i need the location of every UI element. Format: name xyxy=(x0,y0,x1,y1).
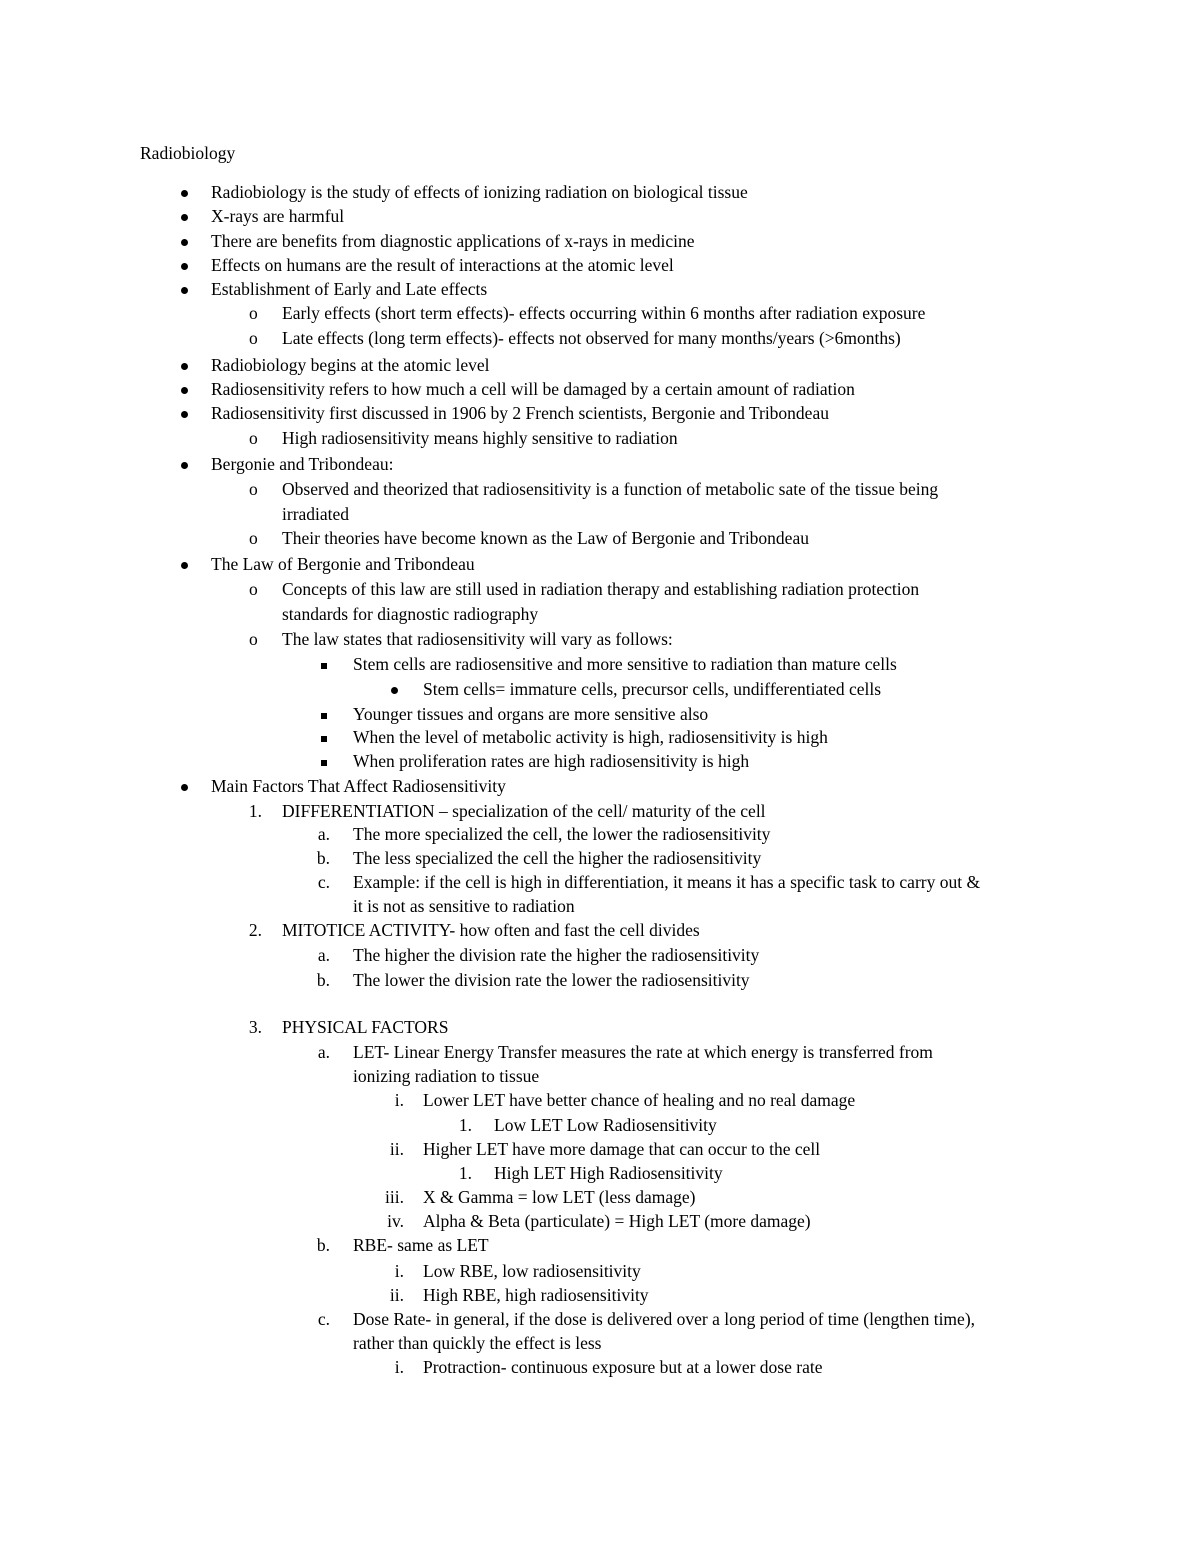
list-item-text: High RBE, high radiosensitivity xyxy=(423,1285,649,1305)
bullet-marker xyxy=(181,377,188,401)
list-number-marker: i. xyxy=(394,1261,404,1281)
circle-bullet-marker: o xyxy=(249,328,258,348)
list-item-continuation: rather than quickly the effect is less xyxy=(353,1333,602,1353)
list-item-text: The lower the division rate the lower the radiosensitivity xyxy=(353,970,750,990)
list-item-text: Radiobiology is the study of effects of ionizing radiation on biological tissue xyxy=(211,182,748,202)
list-item-text: High LET High Radiosensitivity xyxy=(494,1163,723,1183)
list-item-text: Observed and theorized that radiosensitivity is a function of metabolic sate of the tissue being xyxy=(282,479,939,499)
list-item-text: RBE- same as LET xyxy=(353,1235,489,1255)
list-item-continuation: irradiated xyxy=(282,504,350,524)
list-number-marker: i. xyxy=(394,1357,404,1377)
square-bullet-marker xyxy=(321,652,327,676)
list-number-marker: ii. xyxy=(389,1285,404,1305)
list-item-text: Lower LET have better chance of healing and no real damage xyxy=(423,1090,856,1110)
square-bullet-marker xyxy=(321,725,327,749)
list-item-continuation: it is not as sensitive to radiation xyxy=(353,896,575,916)
list-item-text: X & Gamma = low LET (less damage) xyxy=(423,1187,696,1207)
list-item-text: Their theories have become known as the Law of Bergonie and Tribondeau xyxy=(282,528,809,548)
list-number-marker: b. xyxy=(316,1235,330,1255)
list-item-text: Protraction- continuous exposure but at a lower dose rate xyxy=(423,1357,823,1377)
list-item-text: There are benefits from diagnostic applications of x-rays in medicine xyxy=(211,231,695,251)
bullet-marker xyxy=(391,677,398,701)
list-number-marker: c. xyxy=(317,872,330,892)
list-number-marker: ii. xyxy=(389,1139,404,1159)
list-item-text: Younger tissues and organs are more sensitive also xyxy=(353,704,709,724)
square-bullet-marker xyxy=(321,702,327,726)
list-item-text: MITOTICE ACTIVITY- how often and fast the cell divides xyxy=(282,920,700,940)
square-bullet-marker xyxy=(321,749,327,773)
list-item-text: The law states that radiosensitivity will vary as follows: xyxy=(282,629,673,649)
bullet-marker xyxy=(181,552,188,576)
circle-bullet-marker: o xyxy=(249,629,258,649)
list-item-text: High radiosensitivity means highly sensitive to radiation xyxy=(282,428,678,448)
list-item-text: When the level of metabolic activity is high, radiosensitivity is high xyxy=(353,727,828,747)
circle-bullet-marker: o xyxy=(249,528,258,548)
list-number-marker: c. xyxy=(317,1309,330,1329)
list-item-text: Radiobiology begins at the atomic level xyxy=(211,355,490,375)
list-number-marker: b. xyxy=(316,848,330,868)
list-item-text: Effects on humans are the result of interactions at the atomic level xyxy=(211,255,674,275)
list-item-text: Alpha & Beta (particulate) = High LET (more damage) xyxy=(423,1211,811,1231)
list-item-continuation: ionizing radiation to tissue xyxy=(353,1066,540,1086)
circle-bullet-marker: o xyxy=(249,479,258,499)
list-item-text: PHYSICAL FACTORS xyxy=(282,1017,449,1037)
list-item-text: Stem cells= immature cells, precursor cells, undifferentiated cells xyxy=(423,679,882,699)
list-item-continuation: standards for diagnostic radiography xyxy=(282,604,539,624)
bullet-marker xyxy=(181,353,188,377)
document-title: Radiobiology xyxy=(140,143,236,163)
list-item-text: X-rays are harmful xyxy=(211,206,345,226)
list-item-text: Stem cells are radiosensitive and more sensitive to radiation than mature cells xyxy=(353,654,897,674)
list-item-text: Low RBE, low radiosensitivity xyxy=(423,1261,641,1281)
list-item-text: Main Factors That Affect Radiosensitivity xyxy=(211,776,506,796)
list-item-text: Dose Rate- in general, if the dose is delivered over a long period of time (lengthen time), xyxy=(353,1309,976,1329)
list-item-text: Bergonie and Tribondeau: xyxy=(211,454,394,474)
list-number-marker: a. xyxy=(317,1042,330,1062)
circle-bullet-marker: o xyxy=(249,428,258,448)
list-item-text: Low LET Low Radiosensitivity xyxy=(494,1115,717,1135)
list-item-text: Concepts of this law are still used in radiation therapy and establishing radiation protection xyxy=(282,579,920,599)
bullet-marker xyxy=(181,253,188,277)
list-number-marker: a. xyxy=(317,824,330,844)
list-item-text: Early effects (short term effects)- effects occurring within 6 months after radiation exposure xyxy=(282,303,926,323)
list-item-text: DIFFERENTIATION – specialization of the cell/ maturity of the cell xyxy=(282,801,766,821)
list-item-text: Example: if the cell is high in differentiation, it means it has a specific task to carry out & xyxy=(353,872,981,892)
list-item-text: LET- Linear Energy Transfer measures the rate at which energy is transferred from xyxy=(353,1042,933,1062)
list-number-marker: 1. xyxy=(458,1115,472,1135)
circle-bullet-marker: o xyxy=(249,579,258,599)
list-number-marker: a. xyxy=(317,945,330,965)
list-item-text: When proliferation rates are high radiosensitivity is high xyxy=(353,751,750,771)
list-item-text: Higher LET have more damage that can occur to the cell xyxy=(423,1139,821,1159)
bullet-marker xyxy=(181,180,188,204)
list-item-text: Radiosensitivity refers to how much a cell will be damaged by a certain amount of radiation xyxy=(211,379,855,399)
list-number-marker: b. xyxy=(316,970,330,990)
list-item-text: The less specialized the cell the higher the radiosensitivity xyxy=(353,848,762,868)
bullet-marker xyxy=(181,277,188,301)
list-item-text: The Law of Bergonie and Tribondeau xyxy=(211,554,475,574)
list-item-text: Establishment of Early and Late effects xyxy=(211,279,488,299)
bullet-marker xyxy=(181,401,188,425)
list-item-text: The higher the division rate the higher the radiosensitivity xyxy=(353,945,760,965)
list-item-text: The more specialized the cell, the lower the radiosensitivity xyxy=(353,824,771,844)
circle-bullet-marker: o xyxy=(249,303,258,323)
bullet-marker xyxy=(181,204,188,228)
list-item-text: Radiosensitivity first discussed in 1906 by 2 French scientists, Bergonie and Tribondeau xyxy=(211,403,829,423)
bullet-marker xyxy=(181,229,188,253)
list-number-marker: i. xyxy=(394,1090,404,1110)
list-number-marker: 3. xyxy=(248,1017,262,1037)
list-number-marker: iv. xyxy=(387,1211,404,1231)
bullet-marker xyxy=(181,774,188,798)
list-number-marker: 1. xyxy=(248,801,262,821)
list-number-marker: 1. xyxy=(458,1163,472,1183)
list-number-marker: 2. xyxy=(248,920,262,940)
list-item-text: Late effects (long term effects)- effects not observed for many months/years (>6months) xyxy=(282,328,901,348)
bullet-marker xyxy=(181,452,188,476)
list-number-marker: iii. xyxy=(385,1187,404,1207)
